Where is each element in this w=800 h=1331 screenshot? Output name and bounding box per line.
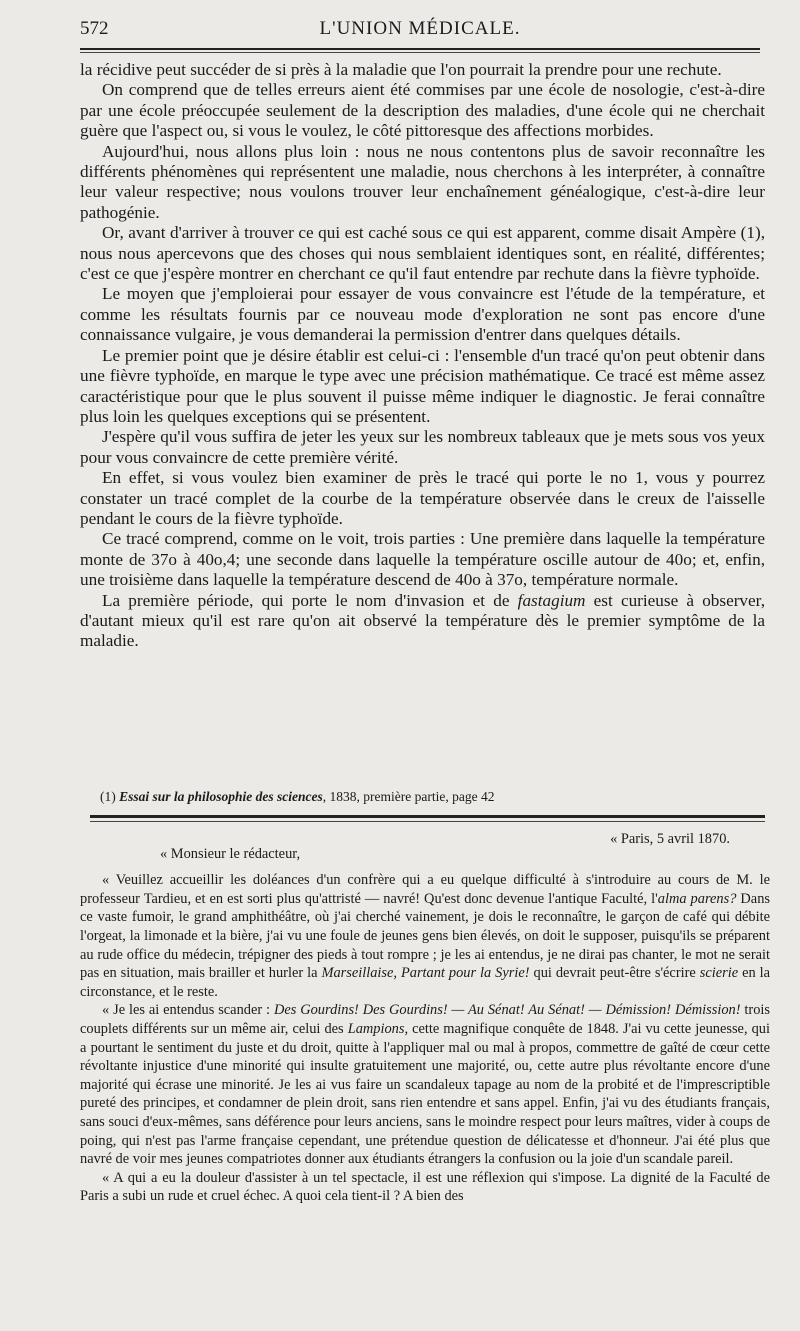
letter-date: « Paris, 5 avril 1870.	[610, 831, 730, 847]
text-run: Dans ce vaste fumoir, le grand amphithéâtre, où j'ai cherché vainement, je dois le reconnaître, le garçon de café qui débite l'orgeat, la limonade et la bière, j'ai vu une foule de jeunes gens bien élevés, on doit le supposer, puisqu'ils se préparent au rude office du médecin, trépigner des pieds à tout rompre ; je les ai entendus, je ne dirai pas chanter, le mot ne serait pas en situation, mais brailler et hurler la	[80, 890, 770, 982]
italic-run: scierie	[699, 965, 739, 982]
footnote	[100, 788, 760, 806]
letter-paragraph	[80, 871, 770, 1001]
paragraph: la récidive peut succéder de si près à la maladie que l'on pourrait la prendre pour une rechute.	[80, 60, 722, 79]
text-run: est curieuse à observer, d'autant mieux qu'il est rare qu'on ait observé la température dès le premier symptôme de la maladie.	[80, 590, 765, 651]
page-number: 572	[80, 18, 109, 39]
text-run: « Je les ai entendus scander :	[102, 1002, 274, 1019]
letter-section	[80, 830, 770, 1206]
paragraph: En effet, si vous voulez bien examiner de près le tracé qui porte le no 1, vous y pourrez constater un tracé complet de la courbe de la température observée dans le creux de l'aisselle pendant le cours de la fièvre typhoïde.	[80, 468, 765, 528]
text-run: « Veuillez accueillir les doléances d'un confrère qui a eu quelque difficulté à s'introduire au cours de M. le professeur Tardieu, et en est sorti plus qu'attristé — navré! Qu'est donc devenue l'antique Faculté, l'	[80, 872, 770, 907]
letter-paragraph	[80, 1001, 770, 1168]
header-rule	[80, 52, 760, 53]
paragraph	[80, 591, 765, 652]
text-run: trois couplets différents sur un même air, celui des	[80, 1002, 770, 1037]
text-run: qui devrait peut-être s'écrire	[529, 965, 700, 982]
footnote-title: Essai sur la philosophie des sciences	[119, 789, 323, 804]
italic-run: Marseillaise, Partant pour la Syrie!	[321, 965, 530, 982]
italic-run: Des Gourdins! Des Gourdins! — Au Sénat! Au Sénat! — Démission! Démission!	[273, 1002, 741, 1019]
footnote-rest: , 1838, première partie, page 42	[322, 789, 495, 804]
italic-term: fastagium	[517, 590, 586, 610]
text-run: en la circonstance, et le reste.	[80, 965, 770, 1000]
letter-paragraph: « A qui a eu la douleur d'assister à un tel spectacle, il est une réflexion qui s'impose. La dignité de la Faculté de Paris a subi un rude et cruel échec. A quoi cela tient-il ? A bien des	[80, 1169, 770, 1205]
running-head: L'UNION MÉDICALE.	[319, 18, 521, 39]
italic-run: alma parens?	[657, 890, 737, 907]
paragraph: On comprend que de telles erreurs aient été commises par une école de nosologie, c'est-à-dire par une école préoccupée seulement de la description des maladies, d'une école qui ne cherchait guère que l'aspect ou, si vous le voulez, le côté pittoresque des affections morbides.	[80, 80, 765, 141]
section-divider	[90, 815, 765, 818]
letter-salutation: « Monsieur le rédacteur,	[160, 845, 301, 862]
footnote-marker: (1)	[100, 789, 116, 804]
paragraph: J'espère qu'il vous suffira de jeter les yeux sur les nombreux tableaux que je mets sous vos yeux pour vous convaincre de cette première vérité.	[80, 427, 765, 467]
paragraph: Le premier point que je désire établir est celui-ci : l'ensemble d'un tracé qu'on peut obtenir dans une fièvre typhoïde, en marque le type avec une précision mathématique. Ce tracé est même assez caractéristique pour que le plus souvent il puisse même indiquer le diagnostic. Je ferai connaître plus loin les quelques exceptions qui se présentent.	[80, 345, 765, 426]
paragraph: Le moyen que j'emploierai pour essayer de vous convaincre est l'étude de la température, et comme les résultats fournis par ce nouveau mode d'exploration ne sont pas encore d'une connaissance vulgaire, je vous demanderai la permission d'entrer dans quelques détails.	[80, 284, 765, 345]
paragraph: Or, avant d'arriver à trouver ce qui est caché sous ce qui est apparent, comme disait Ampère (1), nous nous apercevons que des choses qui nous semblaient identiques sont, en réalité, différentes; c'est ce que j'espère montrer en cherchant ce qu'il faut entendre par rechute dans la fièvre typhoïde.	[80, 223, 765, 284]
italic-run: Lampions,	[347, 1020, 409, 1037]
text-run: cette magnifique conquête de 1848. J'ai vu cette jeunesse, qui a pourtant le sentiment du juste et du droit, quitte à l'appliquer mal ou mal à propos, commettre de gaîté de cœur cette révoltante injustice d'une minorité qui insulte gratuitement une majorité, ou, cette autre plus révoltante encore d'une majorité qui écrase une minorité. Je les ai vus faire un scandaleux tapage au nom de la probité et de l'imprescriptible pureté des principes, et condamner de plein droit, sans rien entendre et sans appel. Enfin, j'ai vu des étudiants français, sans souci d'eux-mêmes, sans déférence pour leurs anciens, sans le moindre respect pour leurs maîtres, vider à coups de poing, qui n'est pas l'arme française cependant, une prétendue question de délicatesse et d'honneur. J'ai été plus que navré de voir mes jeunes compatriotes donner aux étudiants étrangers la confusion ou la joie d'un scandale pareil.	[80, 1020, 770, 1168]
page-header	[80, 14, 760, 50]
paragraph: Ce tracé comprend, comme on le voit, trois parties : Une première dans laquelle la température monte de 37o à 40o,4; une seconde dans laquelle la température oscille autour de 40o; et, enfin, une troisième dans laquelle la température descend de 40o à 37o, température normale.	[80, 529, 765, 590]
section-divider-thin	[90, 821, 765, 822]
paragraph: Aujourd'hui, nous allons plus loin : nous ne nous contentons plus de savoir reconnaître les différents phénomènes qui représentent une maladie, nous cherchons à les interpréter, à connaître leur valeur respective; nous voulons trouver leur enchaînement généalogique, c'est-à-dire leur pathogénie.	[80, 141, 765, 222]
text-run: La première période, qui porte le nom d'invasion et de	[102, 590, 518, 610]
article-body	[80, 60, 765, 652]
